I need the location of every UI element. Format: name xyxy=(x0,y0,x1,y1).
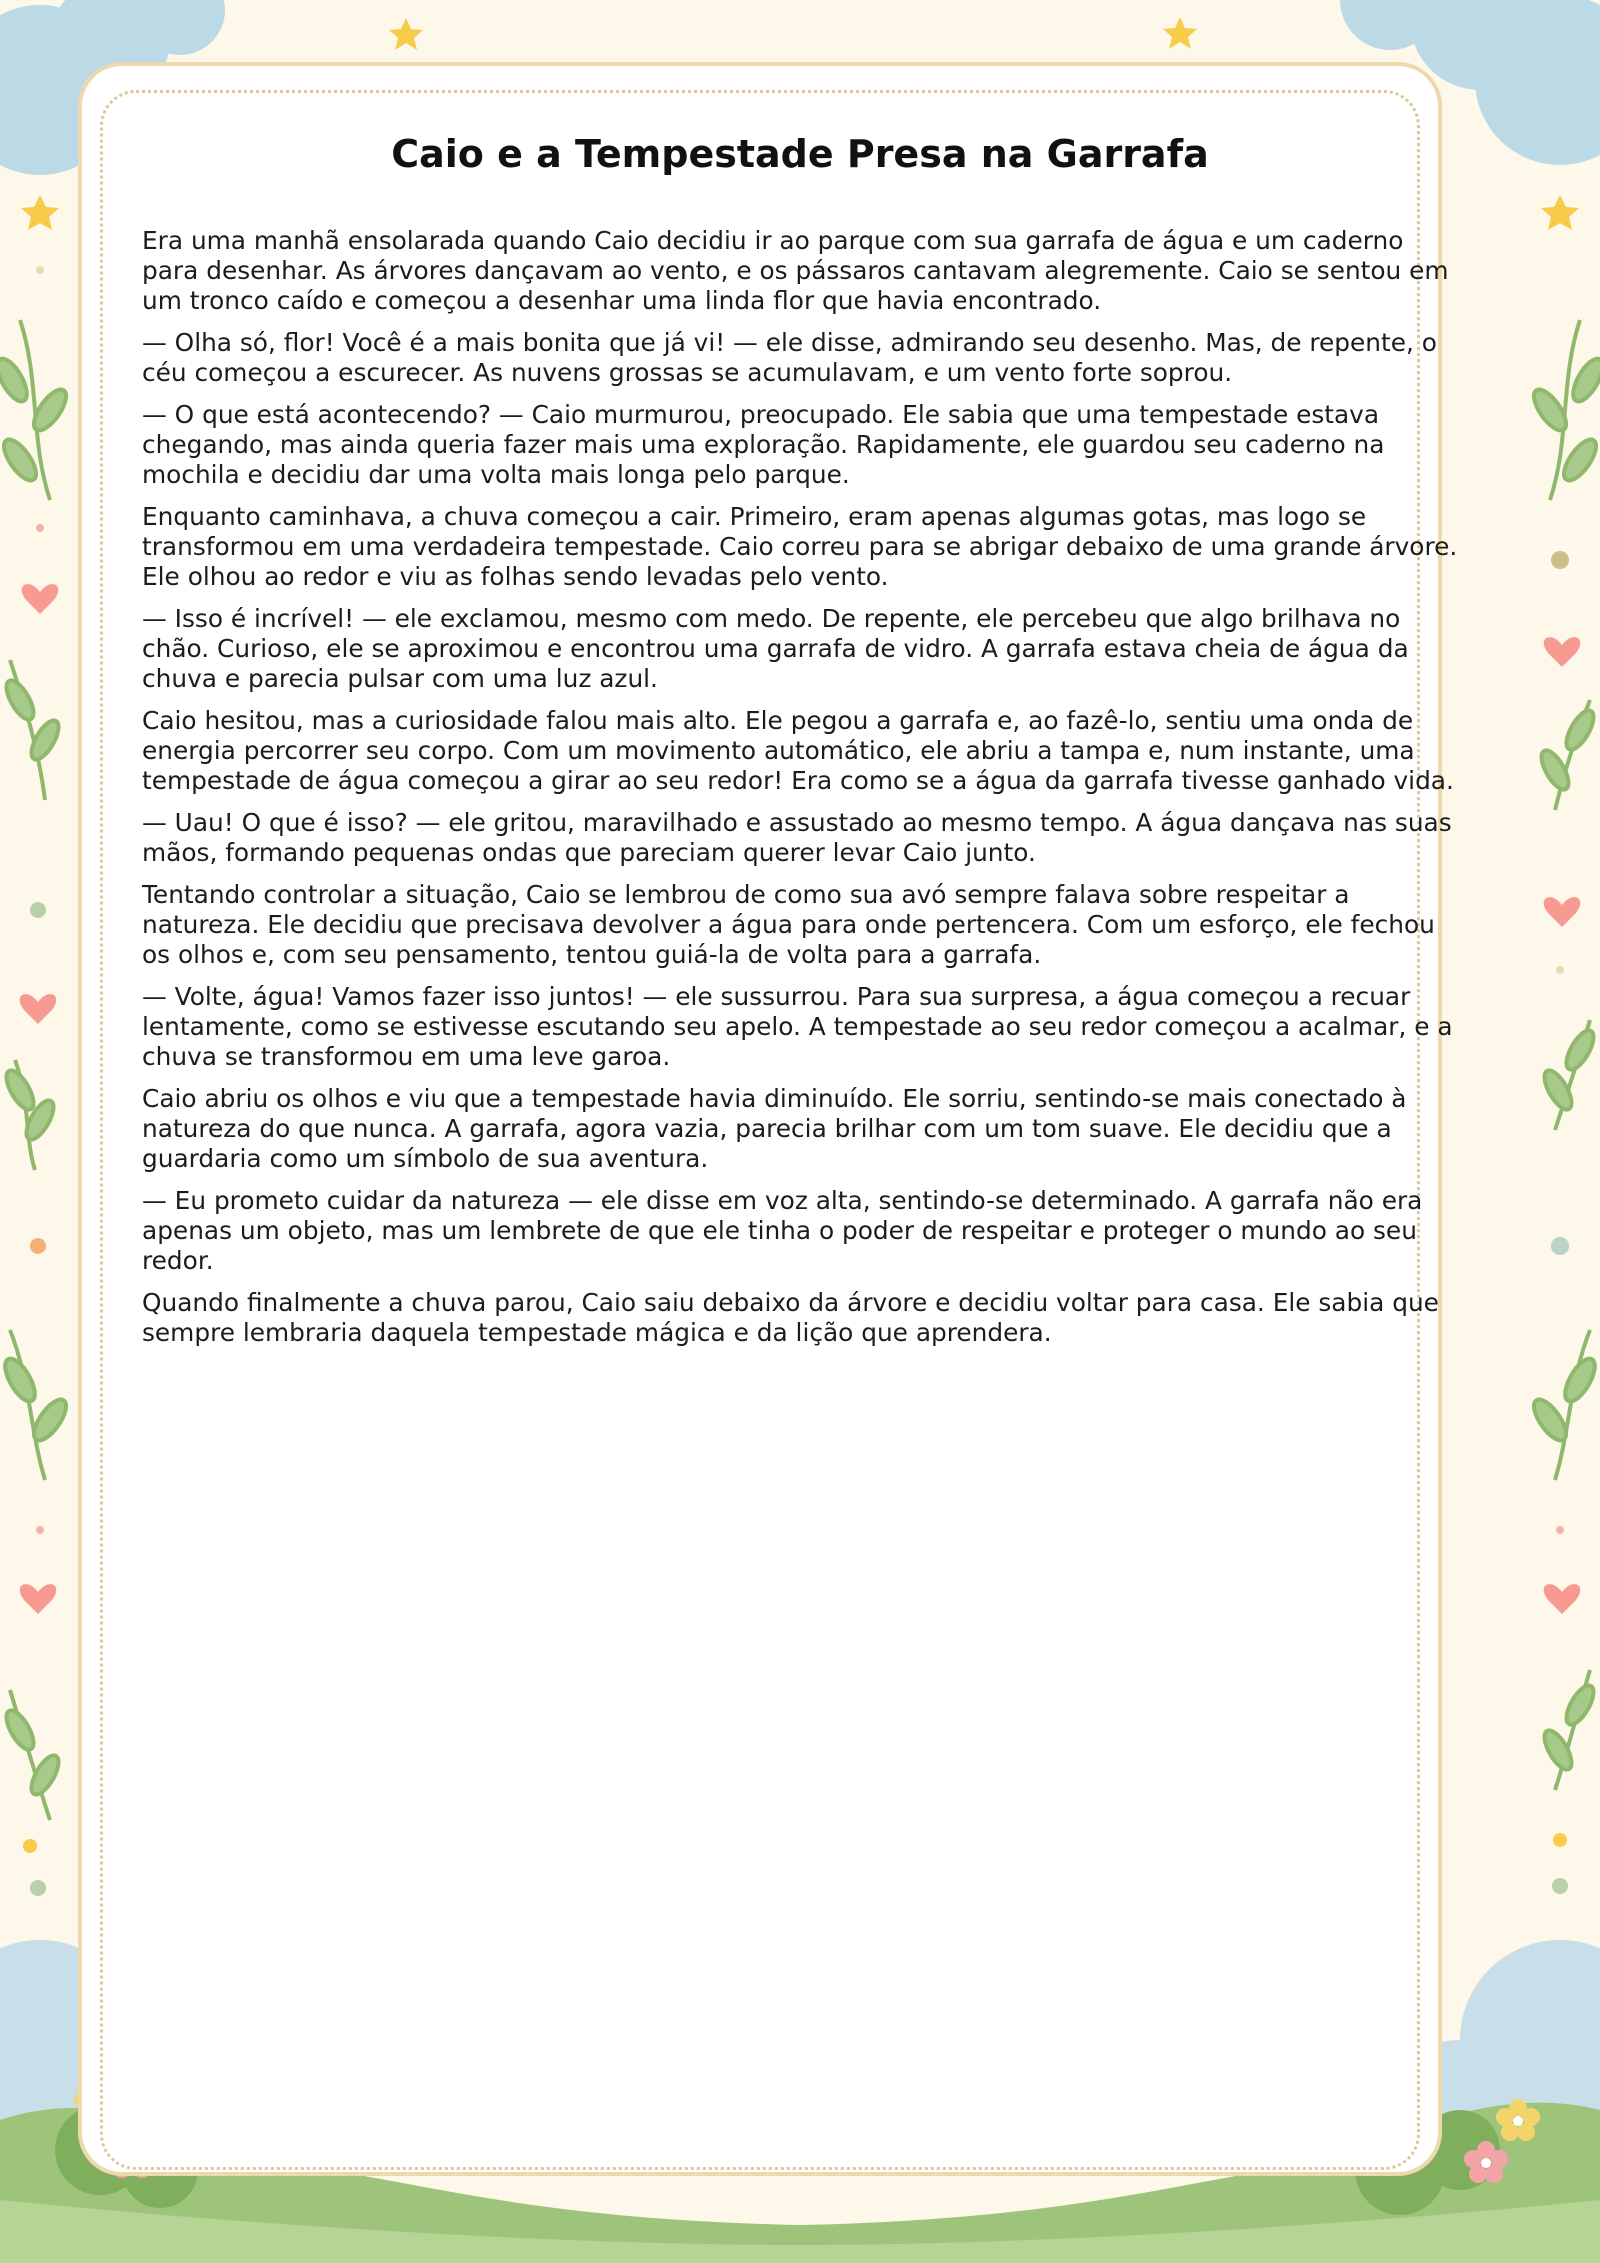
story-paragraph: — Olha só, flor! Você é a mais bonita que já vi! — ele disse, admirando seu desenho. Mas, de repente, o céu começou a escurecer. As nuvens grossas se acumulavam, e um vento forte soprou. xyxy=(142,328,1437,387)
story-paragraph: Caio hesitou, mas a curiosidade falou mais alto. Ele pegou a garrafa e, ao fazê-lo, sentiu uma onda de energia percorrer seu corpo. Com um movimento automático, ele abriu a tampa e, num instante, uma tempestade de água começou a girar ao seu redor! Era como se a água da garrafa tivesse ganhado vida. xyxy=(142,706,1454,795)
story-paragraph: Quando finalmente a chuva parou, Caio saiu debaixo da árvore e decidiu voltar para casa. Ele sabia que sempre lembraria daquela tempestade mágica e da lição que aprendera. xyxy=(142,1288,1439,1347)
story-paragraph: — Volte, água! Vamos fazer isso juntos! — ele sussurrou. Para sua surpresa, a água começou a recuar lentamente, como se estivesse escutando seu apelo. A tempestade ao seu redor começou a acalmar, e a chuva se transformou em uma leve garoa. xyxy=(142,982,1453,1071)
story-title: Caio e a Tempestade Presa na Garrafa xyxy=(391,132,1209,176)
story-paragraph: Tentando controlar a situação, Caio se lembrou de como sua avó sempre falava sobre respeitar a natureza. Ele decidiu que precisava devolver a água para onde pertencera. Com um esforço, ele fechou os olhos e, com seu pensamento, tentou guiá-la de volta para a garrafa. xyxy=(142,880,1435,969)
story-paragraph: Era uma manhã ensolarada quando Caio decidiu ir ao parque com sua garrafa de água e um caderno para desenhar. As árvores dançavam ao vento, e os pássaros cantavam alegremente. Caio se sentou em um tronco caído e começou a desenhar uma linda flor que havia encontrado. xyxy=(142,226,1449,315)
story-body xyxy=(142,226,1458,1360)
heart-icon xyxy=(20,994,57,1024)
story-paragraph: — Eu prometo cuidar da natureza — ele disse em voz alta, sentindo-se determinado. A garrafa não era apenas um objeto, mas um lembrete de que ele tinha o poder de respeitar e proteger o mundo ao seu redor. xyxy=(142,1186,1423,1275)
star-icon xyxy=(1163,17,1197,49)
story-paragraph: — Isso é incrível! — ele exclamou, mesmo com medo. De repente, ele percebeu que algo brilhava no chão. Curioso, ele se aproximou e encontrou uma garrafa de vidro. A garrafa estava cheia de água da chuva e parecia pulsar com uma luz azul. xyxy=(142,604,1409,693)
heart-icon xyxy=(1544,897,1581,927)
heart-icon xyxy=(1544,1584,1581,1614)
story-paragraph: Caio abriu os olhos e viu que a tempestade havia diminuído. Ele sorriu, sentindo-se mais conectado à natureza do que nunca. A garrafa, agora vazia, parecia brilhar com um tom suave. Ele decidiu que a guardaria como um símbolo de sua aventura. xyxy=(142,1084,1407,1173)
story-paragraph: Enquanto caminhava, a chuva começou a cair. Primeiro, eram apenas algumas gotas, mas logo se transformou em uma verdadeira tempestade. Caio correu para se abrigar debaixo de uma grande árvore. Ele olhou ao redor e viu as folhas sendo levadas pelo vento. xyxy=(142,502,1458,591)
heart-icon xyxy=(20,1584,57,1614)
heart-icon xyxy=(22,584,59,614)
story-paragraph: — O que está acontecendo? — Caio murmurou, preocupado. Ele sabia que uma tempestade estava chegando, mas ainda queria fazer mais uma exploração. Rapidamente, ele guardou seu caderno na mochila e decidiu dar uma volta mais longa pelo parque. xyxy=(142,400,1385,489)
star-icon xyxy=(21,195,59,230)
star-icon xyxy=(1541,195,1579,230)
story-paragraph: — Uau! O que é isso? — ele gritou, maravilhado e assustado ao mesmo tempo. A água dançava nas suas mãos, formando pequenas ondas que pareciam querer levar Caio junto. xyxy=(142,808,1452,867)
right-leaf-vines xyxy=(1528,320,1600,1790)
heart-icon xyxy=(1544,637,1581,667)
star-icon xyxy=(389,18,423,50)
